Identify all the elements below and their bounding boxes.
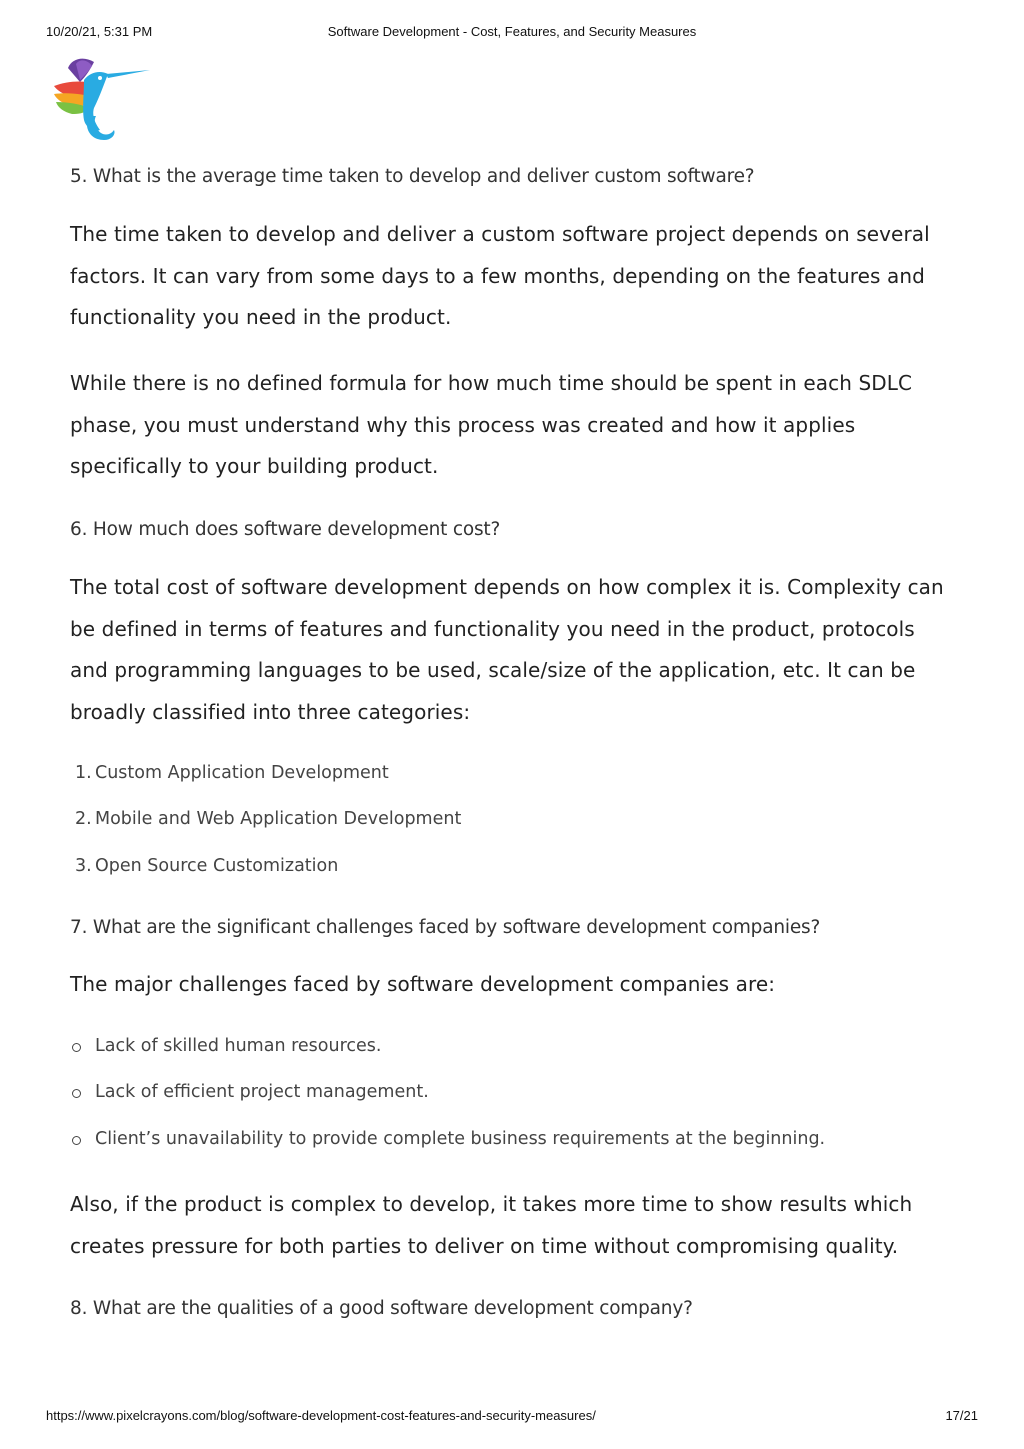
print-footer bbox=[0, 1408, 1024, 1428]
page-number: 17/21 bbox=[945, 1408, 978, 1423]
list-item-text: Mobile and Web Application Development bbox=[95, 809, 462, 829]
list-item-text: Lack of skilled human resources. bbox=[95, 1036, 382, 1056]
list-item-text: Custom Application Development bbox=[95, 763, 389, 783]
print-page-title: Software Development - Cost, Features, and Security Measures bbox=[327, 24, 697, 39]
faq-heading-7: 7. What are the significant challenges faced by software development companies? bbox=[70, 917, 821, 938]
paragraph: The major challenges faced by software development companies are: bbox=[70, 972, 776, 996]
page-url: https://www.pixelcrayons.com/blog/software-development-cost-features-and-security-measures/ bbox=[46, 1408, 596, 1423]
print-header bbox=[0, 24, 1024, 44]
paragraph: The total cost of software development depends on how complex it is. Complexity can be defined in terms of features and functionality you need in the product, protocols and programming languages to be used, scale/size of the application, etc. It can be broadly classified into three categories: bbox=[70, 575, 944, 724]
faq-heading-5: 5. What is the average time taken to develop and deliver custom software? bbox=[70, 166, 755, 187]
paragraph: The time taken to develop and deliver a custom software project depends on several factors. It can vary from some days to a few months, depending on the features and functionality you need in the product. bbox=[70, 222, 930, 329]
faq-heading-8: 8. What are the qualities of a good software development company? bbox=[70, 1298, 693, 1319]
list-item-text: Lack of efficient project management. bbox=[95, 1082, 429, 1102]
list-item-text: Open Source Customization bbox=[95, 856, 339, 876]
faq-heading-6: 6. How much does software development cost? bbox=[70, 519, 501, 540]
hummingbird-logo-icon[interactable] bbox=[50, 56, 160, 144]
list-number: 2. bbox=[75, 809, 92, 829]
list-item-text: Client’s unavailability to provide complete business requirements at the beginning. bbox=[95, 1129, 826, 1149]
circle-bullet-icon bbox=[72, 1089, 81, 1098]
list-number: 3. bbox=[75, 856, 92, 876]
circle-bullet-icon bbox=[72, 1136, 81, 1145]
paragraph: Also, if the product is complex to develop, it takes more time to show results which creates pressure for both parties to deliver on time without compromising quality. bbox=[70, 1192, 913, 1258]
paragraph: While there is no defined formula for how much time should be spent in each SDLC phase, you must understand why this process was created and how it applies specifically to your building product. bbox=[70, 371, 913, 478]
circle-bullet-icon bbox=[72, 1043, 81, 1052]
print-datetime: 10/20/21, 5:31 PM bbox=[46, 24, 153, 39]
list-number: 1. bbox=[75, 763, 92, 783]
